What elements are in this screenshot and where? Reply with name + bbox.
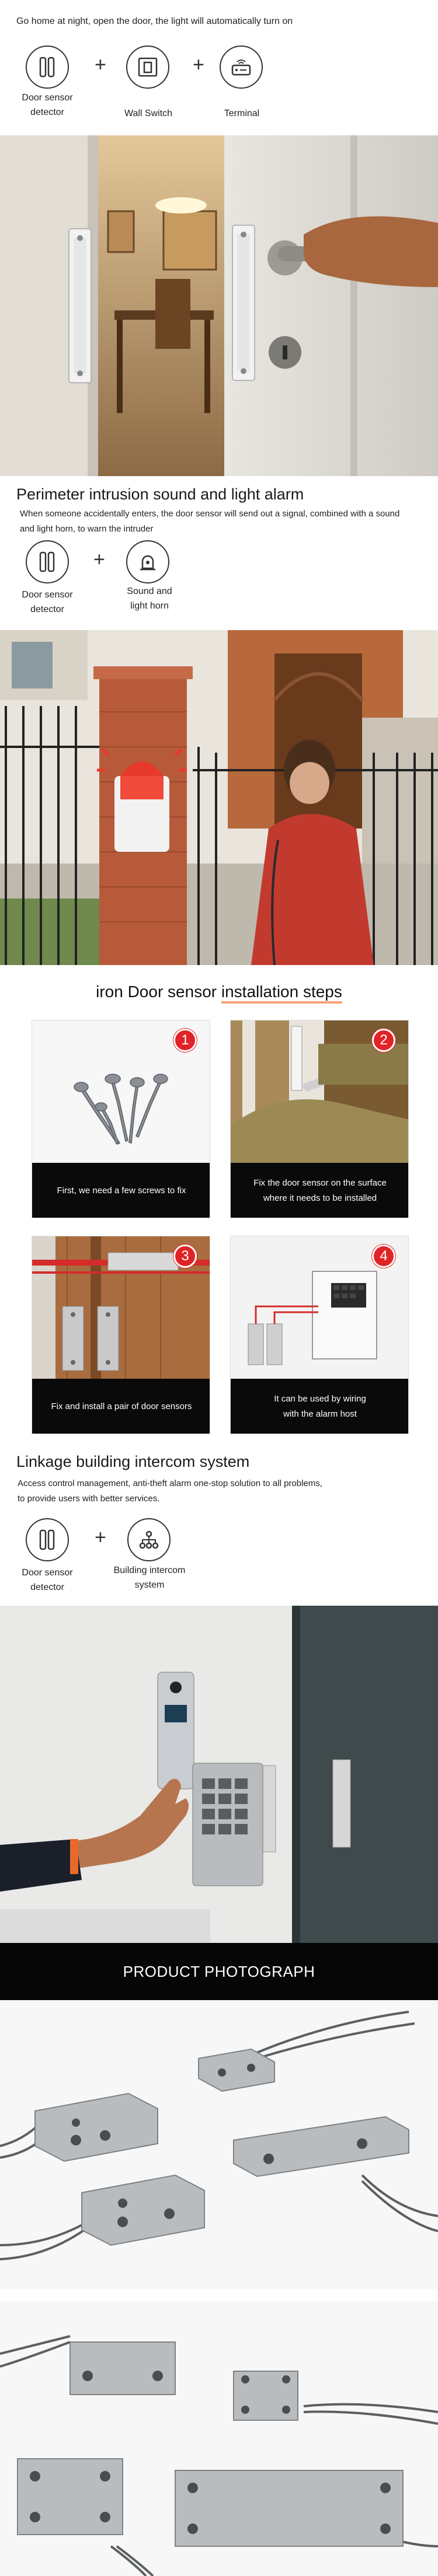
plus-sign: +: [93, 548, 105, 571]
step-card-3: [32, 1236, 210, 1434]
step-number-badge: 4: [372, 1245, 395, 1268]
section1-caption: Go home at night, open the door, the light will automatically turn on: [16, 16, 293, 26]
product-photograph-banner: PRODUCT PHOTOGRAPH: [0, 1943, 438, 2000]
siren-label: Sound and light horn: [127, 586, 172, 611]
step-card-4: [230, 1236, 409, 1434]
section3-description: Access control management, anti-theft alarm one-stop solution to all problems, to provide users with better services.: [18, 1479, 322, 1504]
product-photo-1: [0, 2000, 438, 2290]
product-photo-2: [0, 2301, 438, 2576]
step-caption: It can be used by wiring with the alarm host: [231, 1379, 409, 1434]
intercom-network-icon: [127, 1518, 171, 1561]
door-sensor-photo: [0, 135, 438, 476]
step-number-badge: 3: [173, 1245, 197, 1268]
terminal-label: Terminal: [224, 109, 260, 118]
door-sensor-label: Door sensor detector: [22, 590, 73, 614]
step-caption: Fix and install a pair of door sensors: [32, 1379, 210, 1434]
door-sensor-icon: [26, 540, 69, 583]
door-sensor-icon: [26, 46, 69, 89]
plus-sign: +: [193, 54, 204, 76]
wall-switch-label: Wall Switch: [124, 109, 173, 118]
step-number-badge: 1: [173, 1029, 197, 1052]
section2-title: Perimeter intrusion sound and light alarm: [16, 485, 304, 503]
terminal-icon: [220, 46, 263, 89]
step-card-2: [230, 1020, 409, 1218]
intercom-label: Building intercom system: [113, 1565, 186, 1590]
perimeter-alarm-photo: [0, 630, 438, 965]
step-card-1: [32, 1020, 210, 1218]
plus-sign: +: [95, 1526, 106, 1549]
section2-description: When someone accidentally enters, the door sensor will send out a signal, combined with a sound and light horn, to warn the intruder: [20, 509, 400, 534]
wall-switch-icon: [126, 46, 169, 89]
plus-sign: +: [95, 54, 106, 76]
door-sensor-label: Door sensor detector: [22, 1568, 73, 1592]
section3-title: Linkage building intercom system: [16, 1453, 250, 1470]
door-sensor-icon: [26, 1518, 69, 1561]
installation-steps-title: iron Door sensor installation steps: [0, 983, 438, 1001]
door-sensor-label: Door sensor detector: [22, 93, 73, 117]
step-caption: Fix the door sensor on the surface where it needs to be installed: [231, 1163, 409, 1218]
step-number-badge: 2: [372, 1029, 395, 1052]
siren-icon: [126, 540, 169, 583]
intercom-photo: [0, 1606, 438, 1943]
step-caption: First, we need a few screws to fix: [32, 1163, 210, 1218]
